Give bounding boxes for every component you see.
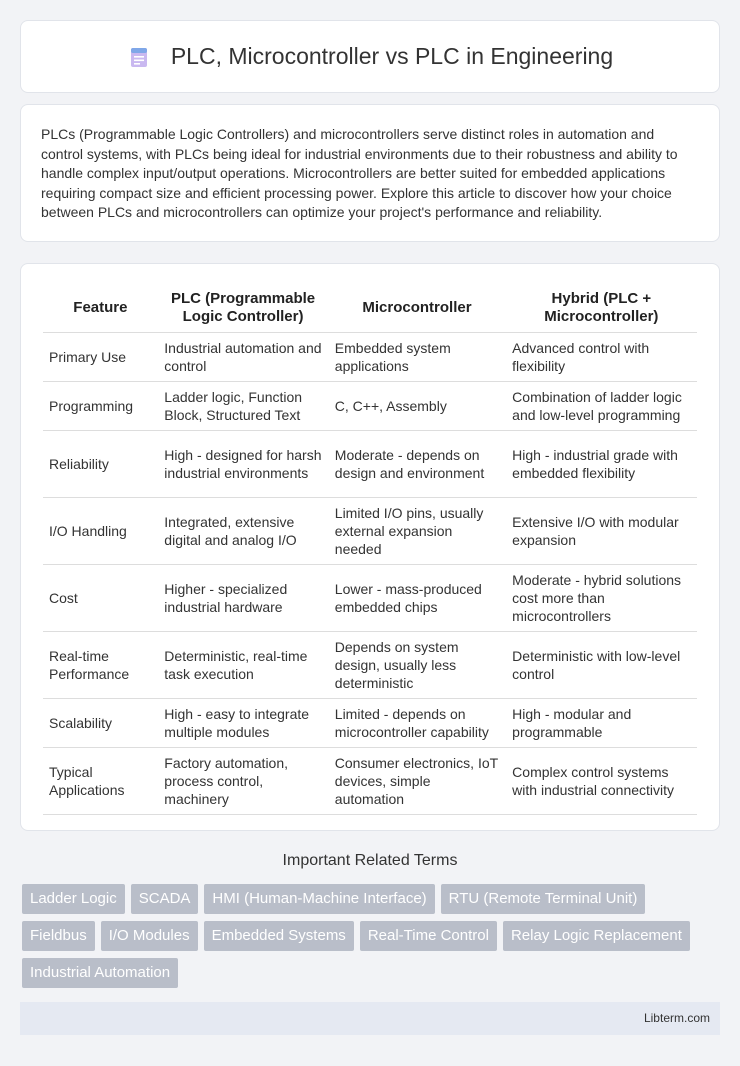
value-cell: Ladder logic, Function Block, Structured Text [158,382,328,431]
value-cell: Complex control systems with industrial connectivity [506,748,697,815]
feature-cell: Primary Use [43,333,158,382]
value-cell: Integrated, extensive digital and analog I/O [158,498,328,565]
value-cell: Moderate - depends on design and environment [328,431,505,498]
value-cell: High - designed for harsh industrial environments [158,431,328,498]
value-cell: C, C++, Assembly [328,382,505,431]
value-cell: High - easy to integrate multiple modules [158,699,328,748]
table-row [43,431,697,498]
feature-cell: Reliability [43,431,158,498]
intro-text: PLCs (Programmable Logic Controllers) and microcontrollers serve distinct roles in automation and control systems, with PLCs being ideal for industrial environments due to their robustness and ability to handle complex input/output operations. Microcontrollers are better suited for embedded applications requiring compact size and efficient processing power. Explore this article to discover how your choice between PLCs and microcontrollers can optimize your project's performance and reliability. [41,126,678,220]
value-cell: Higher - specialized industrial hardware [158,565,328,632]
value-cell: Embedded system applications [328,333,505,382]
value-cell: Deterministic with low-level control [506,632,697,699]
document-icon [127,45,151,69]
page-title: PLC, Microcontroller vs PLC in Engineering [170,43,614,69]
value-cell: Factory automation, process control, machinery [158,748,328,815]
value-cell: Lower - mass-produced embedded chips [328,565,505,632]
footer [20,1002,720,1035]
value-cell: High - industrial grade with embedded flexibility [506,431,697,498]
related-terms-title: Important Related Terms [282,852,458,869]
table-row [43,333,697,382]
related-term-tag[interactable]: Fieldbus [22,921,95,951]
value-cell: Limited I/O pins, usually external expansion needed [328,498,505,565]
related-term-tag[interactable]: Industrial Automation [22,958,178,988]
related-term-tag[interactable]: SCADA [131,884,199,914]
related-term-tag[interactable]: RTU (Remote Terminal Unit) [441,884,646,914]
comparison-table-card [20,263,720,831]
value-cell: Extensive I/O with modular expansion [506,498,697,565]
value-cell: Deterministic, real-time task execution [158,632,328,699]
feature-cell: I/O Handling [43,498,158,565]
feature-cell: Programming [43,382,158,431]
value-cell: Depends on system design, usually less deterministic [328,632,505,699]
footer-site-link[interactable]: Libterm.com [643,1011,710,1025]
column-header: Feature [43,284,158,333]
table-header-row [43,284,697,333]
related-term-tag[interactable]: Ladder Logic [22,884,125,914]
related-term-tag[interactable]: HMI (Human-Machine Interface) [204,884,434,914]
table-row [43,382,697,431]
table-row [43,632,697,699]
feature-cell: Real-time Performance [43,632,158,699]
intro-card [20,104,720,242]
feature-cell: Scalability [43,699,158,748]
column-header: Microcontroller [328,284,505,333]
value-cell: Consumer electronics, IoT devices, simple automation [328,748,505,815]
column-header: PLC (Programmable Logic Controller) [158,284,328,333]
table-row [43,498,697,565]
feature-cell: Cost [43,565,158,632]
table-row [43,748,697,815]
table-row [43,565,697,632]
feature-cell: Typical Applications [43,748,158,815]
value-cell: Advanced control with flexibility [506,333,697,382]
value-cell: Moderate - hybrid solutions cost more than microcontrollers [506,565,697,632]
value-cell: Limited - depends on microcontroller capability [328,699,505,748]
comparison-table [43,284,697,815]
related-term-tag[interactable]: I/O Modules [101,921,198,951]
table-row [43,699,697,748]
related-terms-list [22,884,722,995]
related-term-tag[interactable]: Embedded Systems [204,921,354,951]
value-cell: High - modular and programmable [506,699,697,748]
value-cell: Combination of ladder logic and low-level programming [506,382,697,431]
value-cell: Industrial automation and control [158,333,328,382]
table-body [43,333,697,815]
title-card [20,20,720,93]
column-header: Hybrid (PLC + Microcontroller) [506,284,697,333]
related-term-tag[interactable]: Relay Logic Replacement [503,921,690,951]
related-term-tag[interactable]: Real-Time Control [360,921,497,951]
